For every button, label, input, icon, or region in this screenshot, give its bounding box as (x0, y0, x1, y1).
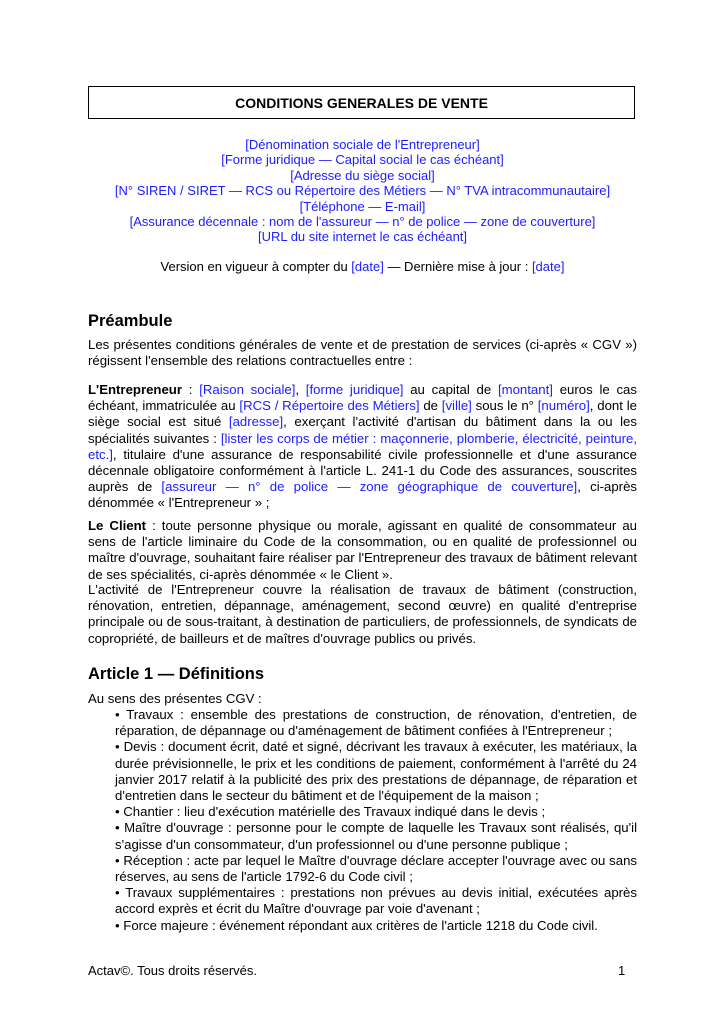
entrepreneur-text: : (182, 382, 200, 397)
definition-item-travaux: • Travaux : ensemble des prestations de construction, de rénovation, d'entretien, de réparation, de dépannage ou d'aménagement de bâtiment confiées à l'Entrepreneur ; (115, 707, 637, 739)
document-title: CONDITIONS GENERALES DE VENTE (235, 94, 488, 111)
version-line (88, 259, 637, 274)
activity-paragraph: L'activité de l'Entrepreneur couvre la réalisation de travaux de bâtiment (construction, rénovation, entretien, dépannage, aménagement, second œuvre) en qualité d'entreprise principale ou de sous-traitant, à destination de particuliers, de professionnels, de syndicats de copropriété, de bailleurs et de maîtres d'ouvrage publics ou privés. (88, 582, 637, 646)
header-line-address: [Adresse du siège social] (290, 167, 435, 183)
header-line-company-name: [Dénomination sociale de l'Entrepreneur] (245, 137, 480, 152)
placeholder-city: [ville] (441, 398, 472, 414)
header-line-legal-form: [Forme juridique — Capital social le cas échéant] (221, 152, 504, 168)
article1-heading: Article 1 — Définitions (88, 665, 265, 683)
entrepreneur-label: L'Entrepreneur (88, 382, 182, 397)
version-prefix: Version en vigueur à compter du (160, 259, 352, 274)
document-title-box (88, 86, 635, 119)
entrepreneur-text: , exerçant l'activité d'artisan du bâtiment dans la ou les spécialités suivantes : (88, 414, 637, 446)
entrepreneur-text: , dont le siège social est situé (88, 398, 637, 430)
definition-item-maitre-ouvrage: • Maître d'ouvrage : personne pour le compte de laquelle les Travaux sont réalisés, qu'il s'agisse d'un consommateur, d'un professionnel ou d'une personne publique ; (115, 820, 637, 852)
placeholder-registry: [RCS / Répertoire des Métiers] (239, 398, 420, 414)
client-paragraph (88, 518, 637, 583)
version-middle: — Dernière mise à jour : (383, 259, 532, 274)
definition-item-force-majeure: • Force majeure : événement répondant aux critères de l'article 1218 du Code civil. (115, 917, 598, 933)
placeholder-trades: [lister les corps de métier : maçonnerie, plomberie, électricité, peinture, etc.] (88, 430, 637, 462)
definition-item-reception: • Réception : acte par lequel le Maître d'ouvrage déclare accepter l'ouvrage avec ou sans réserves, au sens de l'article 1792-6 du Code civil ; (115, 852, 637, 885)
placeholder-address: [adresse] (228, 414, 284, 430)
company-header (88, 137, 637, 245)
page-number: 1 (618, 963, 626, 978)
header-line-website: [URL du site internet le cas échéant] (257, 229, 468, 245)
client-label: Le Client (88, 518, 147, 533)
placeholder-company-name: [Raison sociale] (199, 382, 296, 397)
entrepreneur-paragraph (88, 382, 637, 512)
version-date-effective: [date] (351, 259, 384, 274)
placeholder-amount: [montant] (497, 382, 553, 397)
entrepreneur-text: , ci-après dénommée « l'Entrepreneur » ; (88, 479, 638, 511)
entrepreneur-text: sous le n° (471, 398, 538, 414)
entrepreneur-text: , titulaire d'une assurance de responsabilité civile professionnelle et d'une assurance décennale obligatoire conformément à l'article L. 241-1 du Code des assurances, souscrites auprès de (88, 446, 637, 495)
entrepreneur-text: , (295, 382, 306, 397)
definition-item-chantier: • Chantier : lieu d'exécution matérielle des Travaux indiqué dans le devis ; (115, 804, 546, 820)
placeholder-number: [numéro] (537, 398, 590, 414)
entrepreneur-text: euros le cas échéant, immatriculée au (88, 382, 637, 414)
definition-item-devis: • Devis : document écrit, daté et signé, décrivant les travaux à exécuter, les matériaux, la durée prévisionnelle, le prix et les conditions de paiement, conformément à l'arrêté du 24 janvier 2017 relatif à la publicité des prix des prestations de dépannage, de réparation et d'entretien dans le secteur du bâtiment et de l'équipement de la maison ; (115, 739, 637, 804)
placeholder-legal-form: [forme juridique] (305, 382, 404, 397)
footer-copyright: Actav©. Tous droits réservés. (88, 963, 258, 978)
header-line-registration: [N° SIREN / SIRET — RCS ou Répertoire des Métiers — N° TVA intracommunautaire] (114, 183, 611, 199)
definition-item-travaux-supplementaires: • Travaux supplémentaires : prestations non prévues au devis initial, exécutées après accord exprès et écrit du Maître d'ouvrage par voie d'avenant ; (115, 885, 637, 917)
entrepreneur-text: de (419, 398, 442, 414)
preamble-intro: Les présentes conditions générales de vente et de prestation de services (ci-après « CGV ») régissent l'ensemble des relations contractuelles entre : (88, 337, 637, 369)
article1-intro: Au sens des présentes CGV : (88, 691, 262, 706)
placeholder-insurer: [assureur — n° de police — zone géographique de couverture] (161, 479, 578, 495)
version-date-updated: [date] (531, 259, 565, 274)
header-line-insurance: [Assurance décennale : nom de l'assureur — n° de police — zone de couverture] (129, 214, 596, 230)
preamble-heading: Préambule (88, 312, 173, 330)
client-text: : toute personne physique ou morale, agissant en qualité de consommateur au sens de l'article liminaire du Code de la consommation, ou en qualité de professionnel ou maître d'ouvrage, souhaitant faire réaliser par l'Entrepreneur des travaux de bâtiment relevant de ses spécialités, ci-après dénommée « le Client ». (88, 518, 638, 582)
definitions-list (115, 707, 637, 934)
entrepreneur-text: au capital de (403, 382, 498, 397)
header-line-contact: [Téléphone — E-mail] (299, 198, 426, 214)
